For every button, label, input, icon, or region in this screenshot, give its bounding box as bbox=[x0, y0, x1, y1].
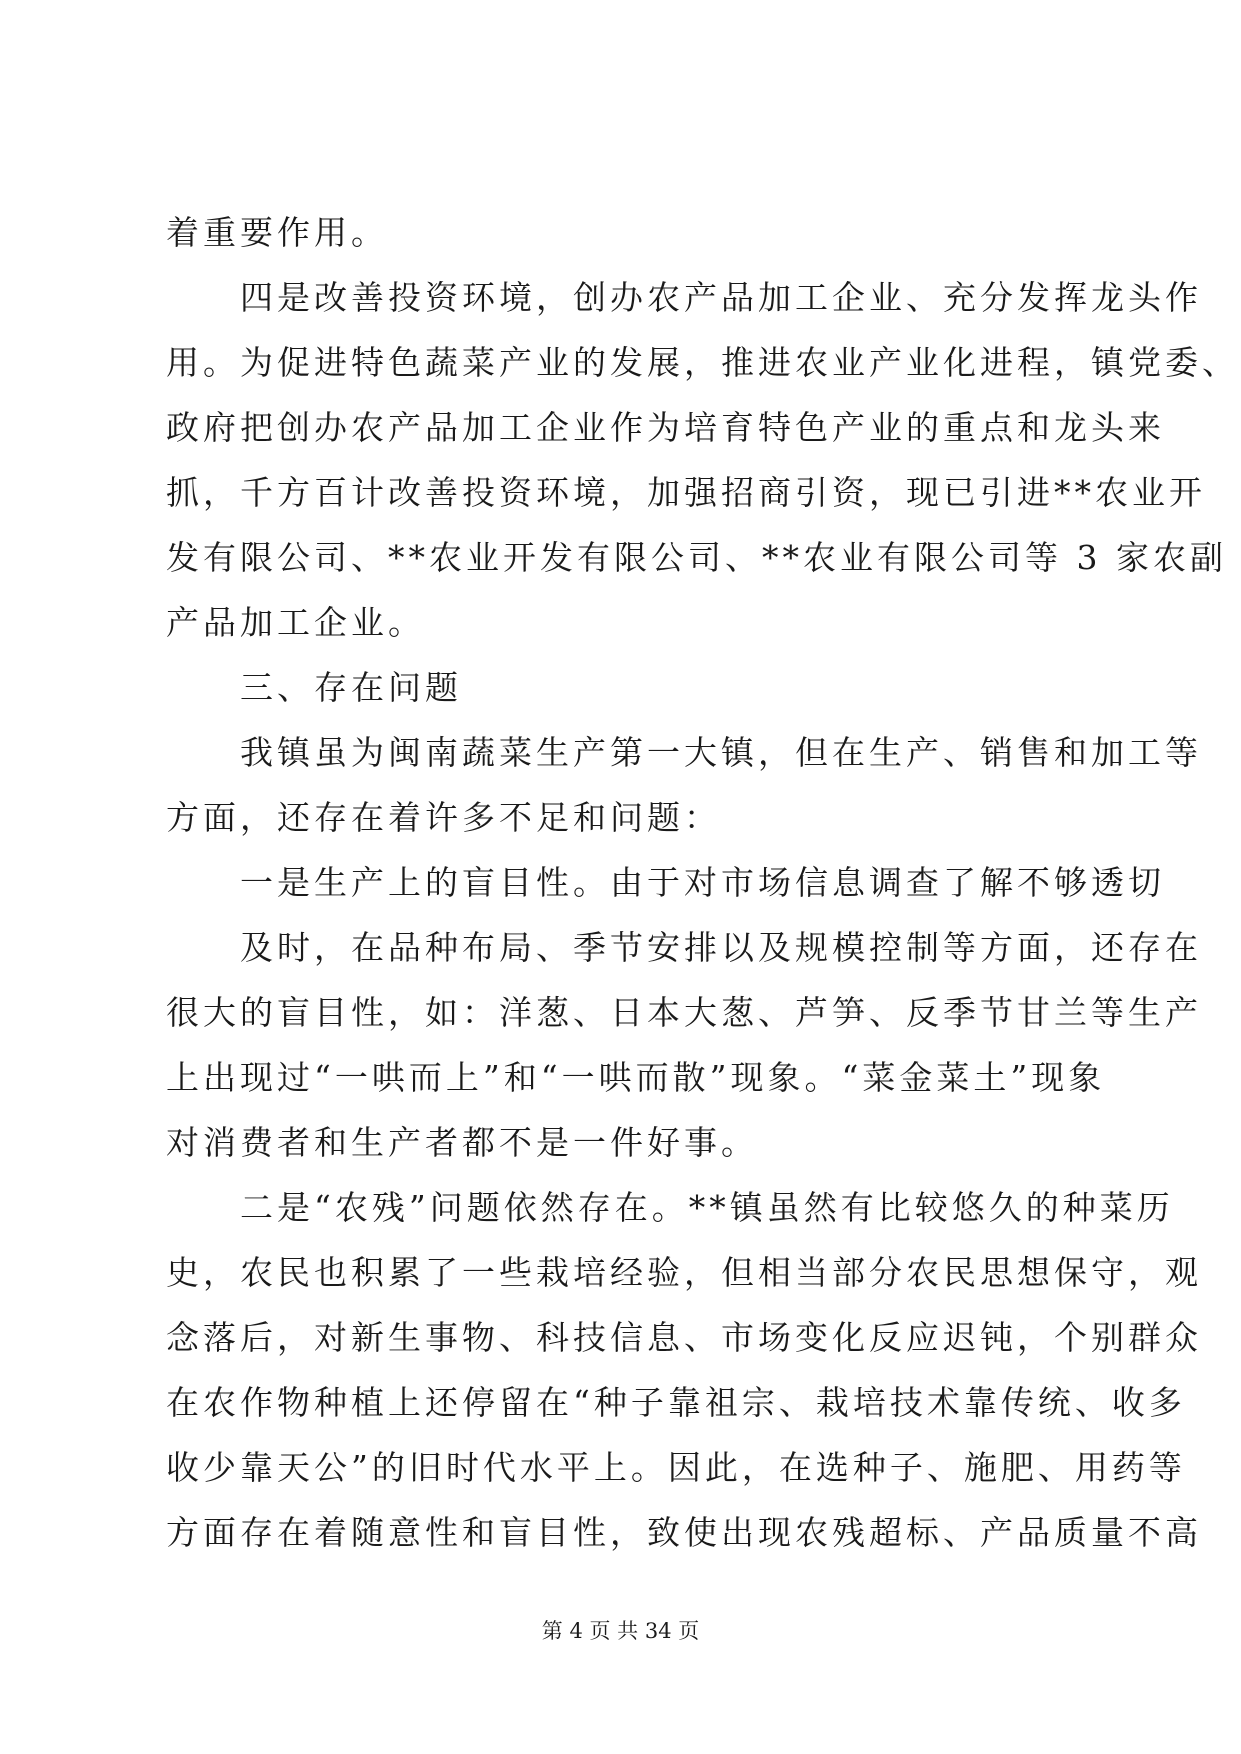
text-line: 及时，在品种布局、季节安排以及规模控制等方面，还存在 bbox=[166, 928, 1202, 967]
text-line: 收少靠天公”的旧时代水平上。因此，在选种子、施肥、用药等 bbox=[166, 1448, 1186, 1487]
section-heading: 三、存在问题 bbox=[166, 668, 462, 707]
text-line: 发有限公司、**农业开发有限公司、**农业有限公司等 3 家农副 bbox=[166, 538, 1227, 577]
text-line: 对消费者和生产者都不是一件好事。 bbox=[166, 1123, 758, 1162]
page-footer: 第 4 页 共 34 页 bbox=[541, 1619, 700, 1643]
text-line: 政府把创办农产品加工企业作为培育特色产业的重点和龙头来 bbox=[166, 408, 1165, 447]
text-line: 抓，千方百计改善投资环境，加强招商引资，现已引进**农业开 bbox=[166, 473, 1206, 512]
text-line: 二是“农残”问题依然存在。**镇虽然有比较悠久的种菜历 bbox=[166, 1188, 1174, 1227]
document-body bbox=[166, 200, 1239, 1565]
text-line: 着重要作用。 bbox=[166, 213, 388, 252]
text-line: 我镇虽为闽南蔬菜生产第一大镇，但在生产、销售和加工等 bbox=[166, 733, 1202, 772]
text-line: 念落后，对新生事物、科技信息、市场变化反应迟钝，个别群众 bbox=[166, 1318, 1202, 1357]
text-line: 很大的盲目性，如：洋葱、日本大葱、芦笋、反季节甘兰等生产 bbox=[166, 993, 1202, 1032]
text-line: 四是改善投资环境，创办农产品加工企业、充分发挥龙头作 bbox=[166, 278, 1202, 317]
text-line: 一是生产上的盲目性。由于对市场信息调查了解不够透切 bbox=[166, 863, 1165, 902]
text-line: 史，农民也积累了一些栽培经验，但相当部分农民思想保守，观 bbox=[166, 1253, 1202, 1292]
text-line: 方面，还存在着许多不足和问题： bbox=[166, 798, 721, 837]
text-line: 产品加工企业。 bbox=[166, 603, 425, 642]
text-line: 方面存在着随意性和盲目性，致使出现农残超标、产品质量不高 bbox=[166, 1513, 1202, 1552]
text-line: 在农作物种植上还停留在“种子靠祖宗、栽培技术靠传统、收多 bbox=[166, 1383, 1186, 1422]
text-line: 用。为促进特色蔬菜产业的发展，推进农业产业化进程，镇党委、 bbox=[166, 343, 1239, 382]
text-line: 上出现过“一哄而上”和“一哄而散”现象。“菜金菜土”现象 bbox=[166, 1058, 1106, 1097]
